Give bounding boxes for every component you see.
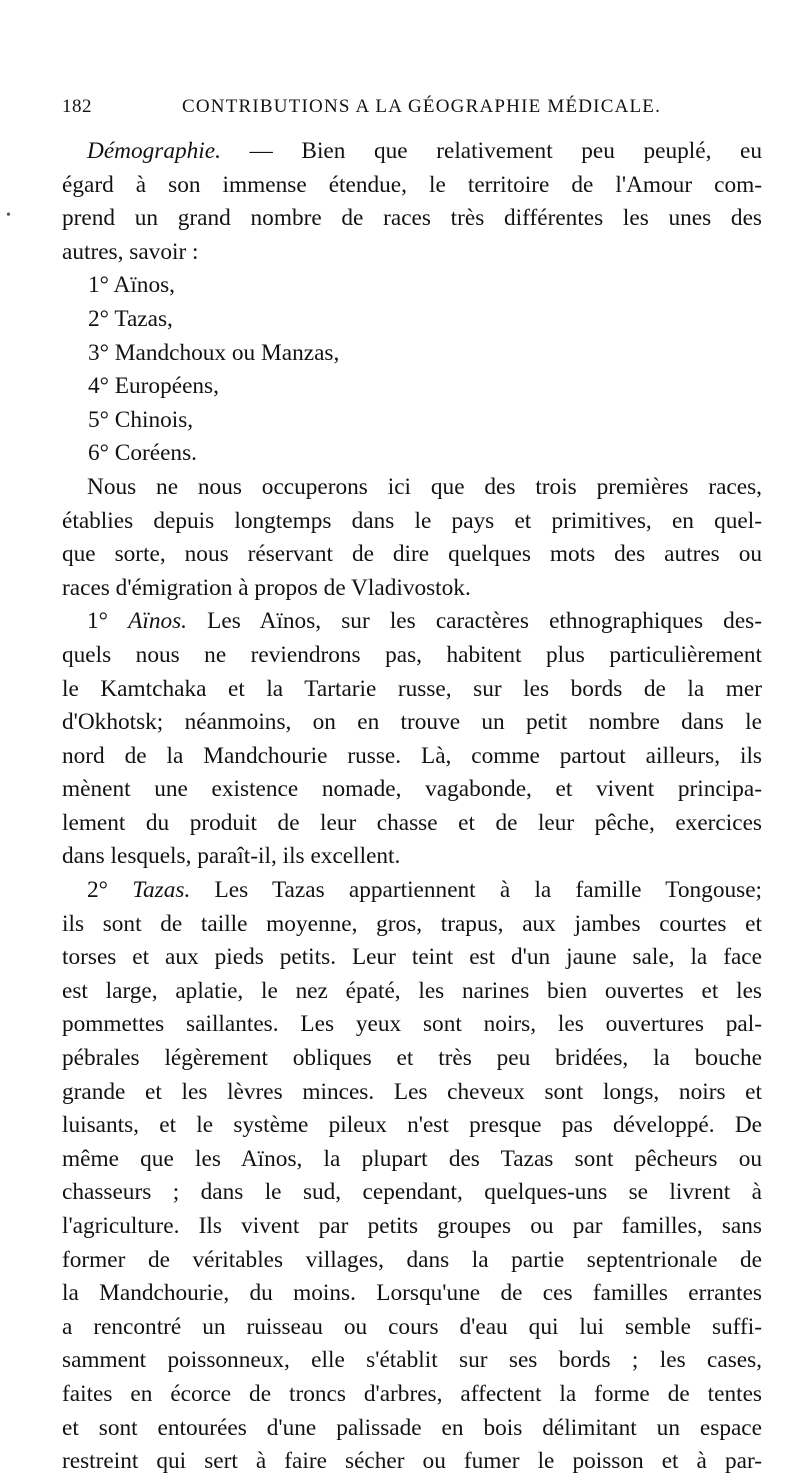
text-line: lement du produit de leur chasse et de leur pêche, exercices [62,809,762,836]
text-line: ils sont de taille moyenne, gros, trapus, aux jambes courtes et [62,910,762,937]
text-line: Démographie. — Bien que relativement peu peuplé, eu [87,138,762,164]
text-line: prend un grand nombre de races très différentes les unes des [62,205,762,232]
text-line: la Mandchourie, du moins. Lorsqu'une de ces familles errantes [62,1280,762,1307]
text-line: 2° Tazas. Les Tazas appartiennent à la famille Tongouse; [87,877,763,904]
text-line: former de véritables villages, dans la partie septentrionale de [62,1246,762,1273]
list-item: 5° Chinois, [88,406,194,433]
text-line: même que les Aïnos, la plupart des Tazas sont pêcheurs ou [62,1145,762,1172]
text-line: quels nous ne reviendrons pas, habitent plus particulièrement [62,641,762,668]
text-line: faites en écorce de troncs d'arbres, affectent la forme de tentes [62,1380,762,1407]
text-line: grande et les lèvres minces. Les cheveux sont longs, noirs et [62,1078,762,1105]
page-header [62,96,762,126]
text-line: égard à son immense étendue, le territoire de l'Amour com- [62,171,762,198]
list-item: 1° Aïnos, [88,272,175,299]
text-line: restreint qui sert à faire sécher ou fumer le poisson et à par- [62,1448,762,1475]
text-line: samment poissonneux, elle s'établit sur ses bords ; les cases, [62,1347,762,1374]
text-line: pébrales légèrement obliques et très peu bridées, la bouche [62,1045,762,1072]
text-line: dans lesquels, paraît-il, ils excellent. [62,843,401,870]
text-line: a rencontré un ruisseau ou cours d'eau qui lui semble suffi- [62,1313,762,1340]
list-item: 3° Mandchoux ou Manzas, [88,339,340,366]
text-line: établies depuis longtemps dans le pays et primitives, en quel- [62,507,762,534]
body-text [62,135,762,1479]
section-heading-tazas: Tazas. [132,877,191,904]
list-item: 4° Européens, [88,373,219,400]
text-line: Nous ne nous occuperons ici que des trois premières races, [87,473,762,500]
text-line: pommettes saillantes. Les yeux sont noirs, les ouvertures pal- [62,1011,762,1038]
section-heading-demographie: Démographie. [87,138,221,164]
text-line: chasseurs ; dans le sud, cependant, quelques-uns se livrent à [62,1179,762,1206]
text-line: luisants, et le système pileux n'est presque pas développé. De [62,1112,762,1139]
list-item: 6° Coréens. [88,440,197,467]
text-line: mènent une existence nomade, vagabonde, et vivent principa- [62,776,762,803]
section-heading-ainos: Aïnos. [128,608,187,635]
running-title: CONTRIBUTIONS A LA GÉOGRAPHIE MÉDICALE. [182,96,662,117]
text-line: 1° Aïnos. Les Aïnos, sur les caractères ethnographiques des- [87,608,762,635]
text-line: nord de la Mandchourie russe. Là, comme partout ailleurs, ils [62,742,762,769]
text-line: l'agriculture. Ils vivent par petits groupes ou par familles, sans [62,1213,762,1239]
text-line: races d'émigration à propos de Vladivostok. [62,574,471,601]
text-line: et sont entourées d'une palissade en bois délimitant un espace [62,1414,762,1441]
text-line: torses et aux pieds petits. Leur teint est d'un jaune sale, la face [62,944,762,971]
text-line: que sorte, nous réservant de dire quelques mots des autres ou [62,541,762,568]
text-line: autres, savoir : [62,238,199,265]
text-line: le Kamtchaka et la Tartarie russe, sur les bords de la mer [62,675,762,702]
text-line: est large, aplatie, le nez épaté, les narines bien ouvertes et les [62,977,762,1004]
text-line: d'Okhotsk; néanmoins, on en trouve un petit nombre dans le [62,709,762,736]
page-number: 182 [62,96,92,117]
margin-mark: • [6,208,11,223]
list-item: 2° Tazas, [88,305,173,332]
